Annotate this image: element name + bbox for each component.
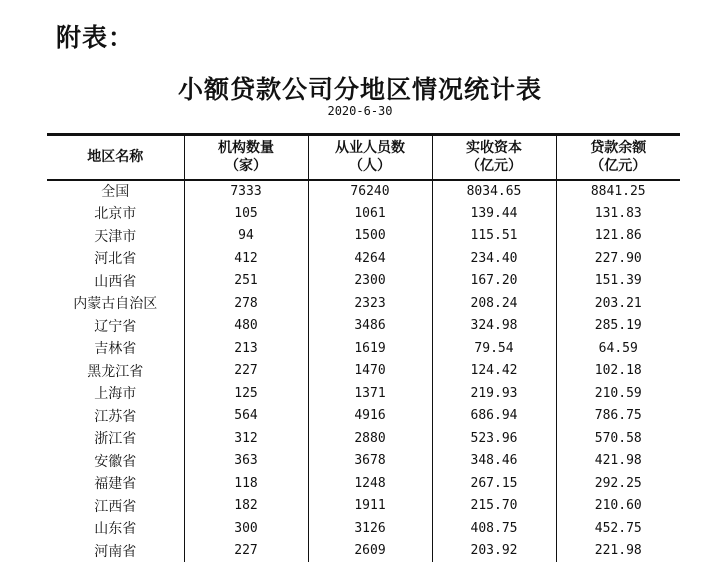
loan-balance-cell: 570.58 [556,427,680,450]
region-cell: 江西省 [94,498,137,515]
table-row [47,202,680,225]
statistics-table [47,133,680,562]
loan-balance-cell: 151.39 [556,270,680,293]
institutions-cell: 227 [184,540,308,563]
paid-in-capital-cell: 219.93 [432,382,556,405]
column-header-employees [308,135,432,180]
loan-balance-cell: 227.90 [556,247,680,270]
employees-cell: 3486 [308,315,432,338]
institutions-cell: 412 [184,247,308,270]
paid-in-capital-cell: 686.94 [432,405,556,428]
institutions-cell: 278 [184,292,308,315]
table-row [47,427,680,450]
column-header-label: 地区名称 [87,149,144,166]
attachment-label: 附表： [56,23,135,52]
employees-cell: 4264 [308,247,432,270]
table-row [47,360,680,383]
employees-cell: 1248 [308,472,432,495]
paid-in-capital-cell: 79.54 [432,337,556,360]
paid-in-capital-cell: 523.96 [432,427,556,450]
table-row [47,225,680,248]
employees-cell: 2609 [308,540,432,563]
region-cell: 辽宁省 [94,318,137,335]
institutions-cell: 363 [184,450,308,473]
paid-in-capital-cell: 139.44 [432,202,556,225]
institutions-cell: 480 [184,315,308,338]
region-cell: 内蒙古自治区 [73,296,158,313]
loan-balance-cell: 210.59 [556,382,680,405]
region-cell: 上海市 [94,386,137,403]
institutions-cell: 182 [184,495,308,518]
institutions-cell: 125 [184,382,308,405]
paid-in-capital-cell: 234.40 [432,247,556,270]
loan-balance-cell: 8841.25 [556,180,680,203]
column-header-paid-in-capital [432,135,556,180]
employees-cell: 4916 [308,405,432,428]
column-header-unit: （家） [225,158,267,175]
region-cell: 安徽省 [94,453,137,470]
institutions-cell: 312 [184,427,308,450]
table-row [47,405,680,428]
loan-balance-cell: 131.83 [556,202,680,225]
loan-balance-cell: 221.98 [556,540,680,563]
employees-cell: 1911 [308,495,432,518]
loan-balance-cell: 452.75 [556,517,680,540]
page-title: 小额贷款公司分地区情况统计表 [177,75,542,104]
table-row [47,270,680,293]
employees-cell: 1500 [308,225,432,248]
employees-cell: 1061 [308,202,432,225]
region-cell: 河南省 [94,543,137,560]
column-header-institutions [184,135,308,180]
column-header-unit: （亿元） [590,158,647,175]
table-row [47,517,680,540]
paid-in-capital-cell: 324.98 [432,315,556,338]
column-header-label: 实收资本 [466,140,522,157]
table-row [47,337,680,360]
institutions-cell: 300 [184,517,308,540]
region-cell: 河北省 [94,251,137,268]
institutions-cell: 227 [184,360,308,383]
paid-in-capital-cell: 267.15 [432,472,556,495]
employees-cell: 76240 [308,180,432,203]
paid-in-capital-cell: 115.51 [432,225,556,248]
institutions-cell: 251 [184,270,308,293]
region-cell: 山东省 [94,521,137,538]
employees-cell: 3126 [308,517,432,540]
table-row [47,315,680,338]
column-header-loan-balance [556,135,680,180]
institutions-cell: 94 [184,225,308,248]
employees-cell: 2323 [308,292,432,315]
table-row [47,247,680,270]
paid-in-capital-cell: 167.20 [432,270,556,293]
table-row [47,292,680,315]
loan-balance-cell: 421.98 [556,450,680,473]
table-row [47,540,680,563]
column-header-unit: （亿元） [466,158,522,175]
paid-in-capital-cell: 124.42 [432,360,556,383]
column-header-region [47,135,184,180]
employees-cell: 1470 [308,360,432,383]
institutions-cell: 7333 [184,180,308,203]
region-cell: 吉林省 [94,341,137,358]
region-cell: 山西省 [94,273,137,290]
table-row [47,472,680,495]
loan-balance-cell: 121.86 [556,225,680,248]
column-header-unit: （人） [349,158,391,175]
employees-cell: 1619 [308,337,432,360]
loan-balance-cell: 203.21 [556,292,680,315]
institutions-cell: 213 [184,337,308,360]
employees-cell: 2880 [308,427,432,450]
table-row [47,495,680,518]
table-header-row [47,135,680,180]
paid-in-capital-cell: 348.46 [432,450,556,473]
paid-in-capital-cell: 215.70 [432,495,556,518]
paid-in-capital-cell: 203.92 [432,540,556,563]
paid-in-capital-cell: 8034.65 [432,180,556,203]
region-cell: 黑龙江省 [87,363,144,380]
region-cell: 浙江省 [94,431,137,448]
region-cell: 江苏省 [94,408,137,425]
loan-balance-cell: 285.19 [556,315,680,338]
loan-balance-cell: 64.59 [556,337,680,360]
loan-balance-cell: 292.25 [556,472,680,495]
institutions-cell: 564 [184,405,308,428]
loan-balance-cell: 786.75 [556,405,680,428]
column-header-label: 从业人员数 [335,140,405,157]
table-body [47,180,680,563]
region-cell: 天津市 [94,228,137,245]
employees-cell: 1371 [308,382,432,405]
table-row [47,450,680,473]
paid-in-capital-cell: 408.75 [432,517,556,540]
loan-balance-cell: 210.60 [556,495,680,518]
paid-in-capital-cell: 208.24 [432,292,556,315]
institutions-cell: 118 [184,472,308,495]
region-cell: 福建省 [94,476,137,493]
region-cell: 北京市 [94,206,137,223]
employees-cell: 3678 [308,450,432,473]
region-cell: 全国 [101,184,130,201]
loan-balance-cell: 102.18 [556,360,680,383]
employees-cell: 2300 [308,270,432,293]
column-header-label: 机构数量 [218,140,274,157]
institutions-cell: 105 [184,202,308,225]
column-header-label: 贷款余额 [590,140,647,157]
table-row [47,180,680,203]
report-date: 2020-6-30 [327,104,393,118]
table-row [47,382,680,405]
